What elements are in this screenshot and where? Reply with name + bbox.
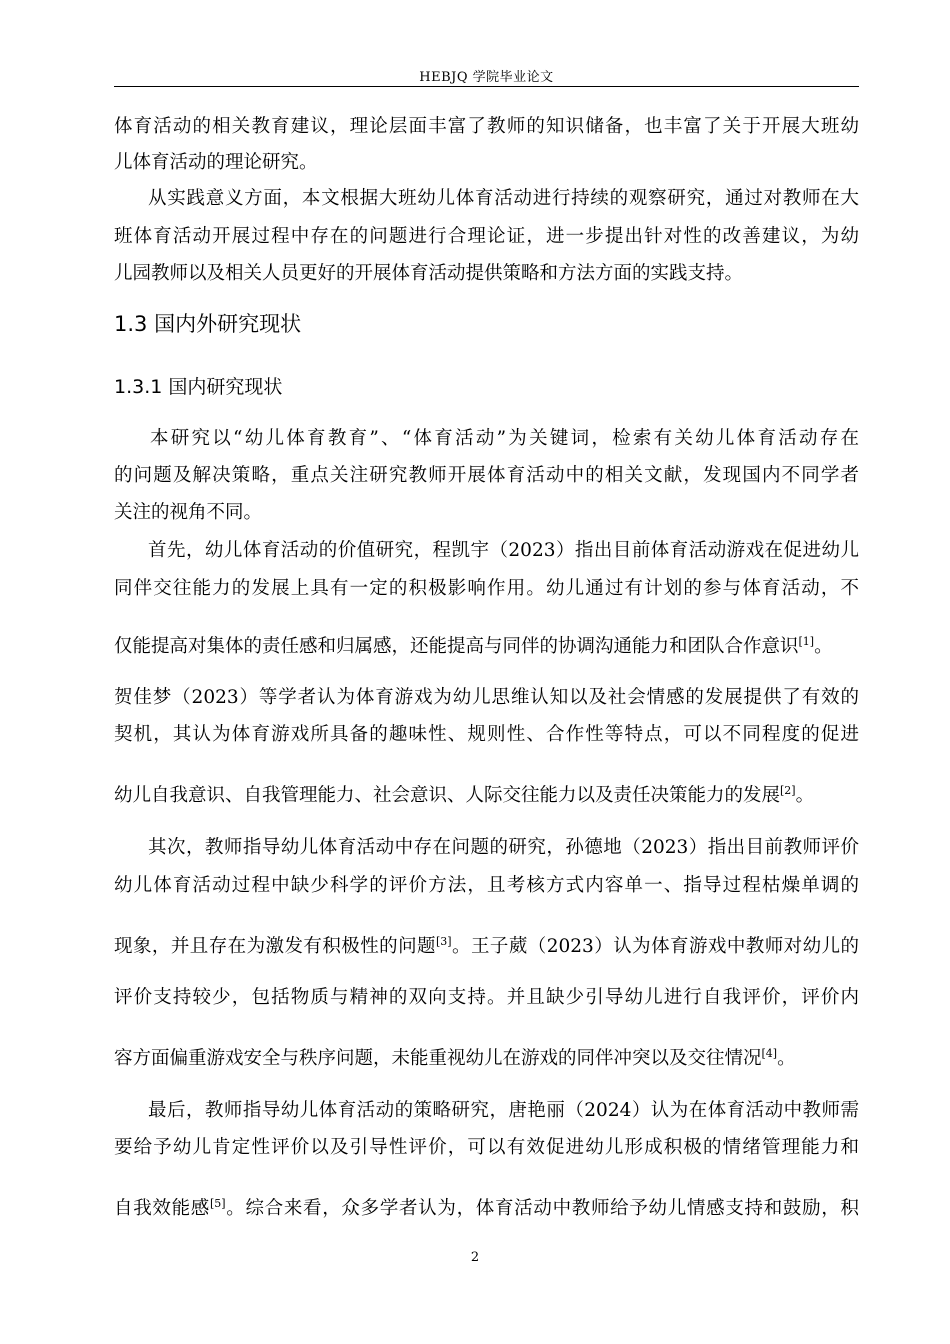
citation-1: [1] [798,635,815,648]
text-run: 。综合来看，众多学者认为，体育活动中教师给予幼儿情感支持和鼓励，积 [225,1198,859,1219]
text-line: 体育活动的相关教育建议，理论层面丰富了教师的知识储备，也丰富了关于开展大班幼 [114,116,859,137]
text-line: 首先，幼儿体育活动的价值研究，程凯宇（2023）指出目前体育活动游戏在促进幼儿 [148,540,859,561]
text-run: 自我效能感 [114,1198,210,1219]
text-line: 班体育活动开展过程中存在的问题进行合理论证，进一步提出针对性的改善建议，为幼 [114,226,859,247]
text-line: 本研究以“幼儿体育教育”、“体育活动”为关键词，检索有关幼儿体育活动存在 [150,428,859,449]
text-run: 容方面偏重游戏安全与秩序问题，未能重视幼儿在游戏的同伴冲突以及交往情况 [114,1048,762,1069]
header-rule [114,86,859,87]
text-line: 儿体育活动的理论研究。 [114,152,318,173]
citation-5: [5] [209,1197,226,1210]
text-line: 幼儿体育活动过程中缺少科学的评价方法，且考核方式内容单一、指导过程枯燥单调的 [114,875,859,896]
text-run: 。 [795,785,815,806]
citation-2: [2] [780,784,796,797]
text-line: 其次，教师指导幼儿体育活动中存在问题的研究，孙德地（2023）指出目前教师评价 [148,837,859,858]
text-line: 从实践意义方面，本文根据大班幼儿体育活动进行持续的观察研究，通过对教师在大 [148,188,859,209]
text-run: 现象，并且存在为激发有积极性的问题 [114,936,436,957]
text-run: 。 [814,636,833,657]
text-line: 同伴交往能力的发展上具有一定的积极影响作用。幼儿通过有计划的参与体育活动，不 [114,578,859,599]
subsection-heading: 1.3.1 国内研究现状 [114,376,283,398]
text-run: 。王子葳（2023）认为体育游戏中教师对幼儿的 [451,936,859,957]
text-line: 契机，其认为体育游戏所具备的趣味性、规则性、合作性等特点，可以不同程度的促进 [114,724,859,745]
text-line: 关注的视角不同。 [114,502,263,523]
text-line: 的问题及解决策略，重点关注研究教师开展体育活动中的相关文献，发现国内不同学者 [114,465,859,486]
text-line: 评价支持较少，包括物质与精神的双向支持。并且缺少引导幼儿进行自我评价，评价内 [114,987,859,1008]
citation-3: [3] [436,935,452,948]
text-line [114,1197,859,1221]
page-header: HEBJQ 学院毕业论文 [419,70,554,85]
text-run: 幼儿自我意识、自我管理能力、社会意识、人际交往能力以及责任决策能力的发展 [114,785,781,806]
text-run: 。 [777,1048,796,1069]
citation-4: [4] [761,1047,778,1060]
text-line: 最后，教师指导幼儿体育活动的策略研究，唐艳丽（2024）认为在体育活动中教师需 [148,1100,859,1121]
text-line: 要给予幼儿肯定性评价以及引导性评价，可以有效促进幼儿形成积极的情绪管理能力和 [114,1137,859,1158]
text-line: 儿园教师以及相关人员更好的开展体育活动提供策略和方法方面的实践支持。 [114,263,744,284]
text-line [114,1047,859,1071]
text-line [114,784,859,808]
section-heading: 1.3 国内外研究现状 [114,312,302,336]
text-run: 仅能提高对集体的责任感和归属感，还能提高与同伴的协调沟通能力和团队合作意识 [114,636,799,657]
text-line [114,635,859,659]
text-line [114,935,859,959]
text-line: 贺佳梦（2023）等学者认为体育游戏为幼儿思维认知以及社会情感的发展提供了有效的 [114,687,859,708]
page-number: 2 [470,1250,480,1265]
